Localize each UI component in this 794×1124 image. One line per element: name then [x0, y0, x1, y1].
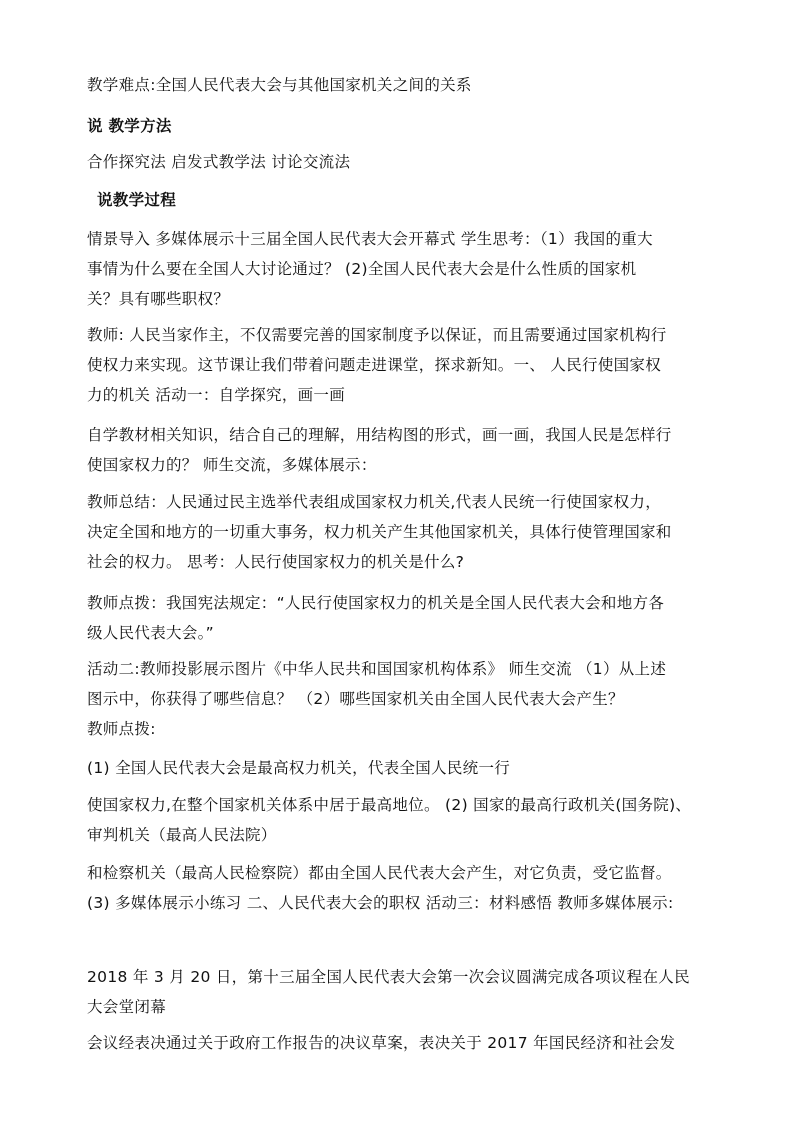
- paragraph-teacher-summary-line-3: 社会的权力。 思考：人民行使国家权力的机关是什么?: [87, 553, 465, 571]
- paragraph-state-power-line-1: 使国家权力,在整个国家机关体系中居于最高地位。 (2) 国家的最高行政机关(国务院)、: [87, 796, 692, 814]
- teaching-methods-list: 合作探究法 启发式教学法 讨论交流法: [87, 153, 351, 171]
- paragraph-constitution-line-1: 教师点拨：我国宪法规定：“人民行使国家权力的机关是全国人民代表大会和地方各: [87, 594, 665, 612]
- paragraph-meeting-line-2: 大会堂闭幕: [87, 998, 167, 1016]
- paragraph-state-power-line-2: 审判机关（最高人民法院）: [87, 826, 277, 844]
- paragraph-activity-two-line-1: 活动二:教师投影展示图片《中华人民共和国国家机构体系》 师生交流 （1）从上述: [87, 660, 667, 678]
- paragraph-teacher-summary-line-1: 教师总结：人民通过民主选举代表组成国家权力机关,代表人民统一行使国家权力，: [87, 493, 662, 511]
- paragraph-teacher-line-1: 教师: 人民当家作主，不仅需要完善的国家制度予以保证，而且需要通过国家机构行: [87, 326, 667, 344]
- paragraph-procuratorate-line-1: 和检察机关（最高人民检察院）都由全国人民代表大会产生，对它负责，受它监督。: [87, 864, 672, 882]
- paragraph-teacher-line-2: 使权力来实现。这节课让我们带着问题走进课堂，探求新知。一、 人民行使国家权: [87, 356, 662, 374]
- paragraph-scene-intro-line-2: 事情为什么要在全国人大讨论通过？ (2)全国人民代表大会是什么性质的国家机: [87, 260, 637, 278]
- heading-teaching-process: 说教学过程: [97, 191, 177, 209]
- paragraph-meeting-line-1: 2018 年 3 月 20 日，第十三届全国人民代表大会第一次会议圆满完成各项议程在人民: [87, 968, 690, 986]
- heading-teaching-methods: 说 教学方法: [87, 117, 172, 135]
- paragraph-scene-intro-line-1: 情景导入 多媒体展示十三届全国人民代表大会开幕式 学生思考：（1）我国的重大: [87, 230, 653, 248]
- paragraph-activity-two-line-3: 教师点拨:: [87, 720, 156, 738]
- teaching-difficulty-line: 教学难点:全国人民代表大会与其他国家机关之间的关系: [87, 76, 472, 94]
- paragraph-scene-intro-line-3: 关？具有哪些职权？: [87, 290, 230, 308]
- paragraph-teacher-summary-line-2: 决定全国和地方的一切重大事务，权力机关产生其他国家机关，具体行使管理国家和: [87, 523, 672, 541]
- paragraph-teacher-line-3: 力的机关 活动一：自学探究，画一画: [87, 386, 346, 404]
- paragraph-point-one: (1) 全国人民代表大会是最高权力机关，代表全国人民统一行: [87, 759, 511, 777]
- paragraph-constitution-line-2: 级人民代表大会。”: [87, 624, 214, 642]
- paragraph-self-study-line-1: 自学教材相关知识，结合自己的理解，用结构图的形式，画一画，我国人民是怎样行: [87, 426, 672, 444]
- paragraph-self-study-line-2: 使国家权力的？ 师生交流，多媒体展示：: [87, 456, 377, 474]
- paragraph-procuratorate-line-2: (3) 多媒体展示小练习 二、人民代表大会的职权 活动三：材料感悟 教师多媒体展示:: [87, 894, 674, 912]
- paragraph-vote-line-1: 会议经表决通过关于政府工作报告的决议草案，表决关于 2017 年国民经济和社会发: [87, 1034, 676, 1052]
- paragraph-activity-two-line-2: 图示中，你获得了哪些信息？ （2）哪些国家机关由全国人民代表大会产生？: [87, 690, 624, 708]
